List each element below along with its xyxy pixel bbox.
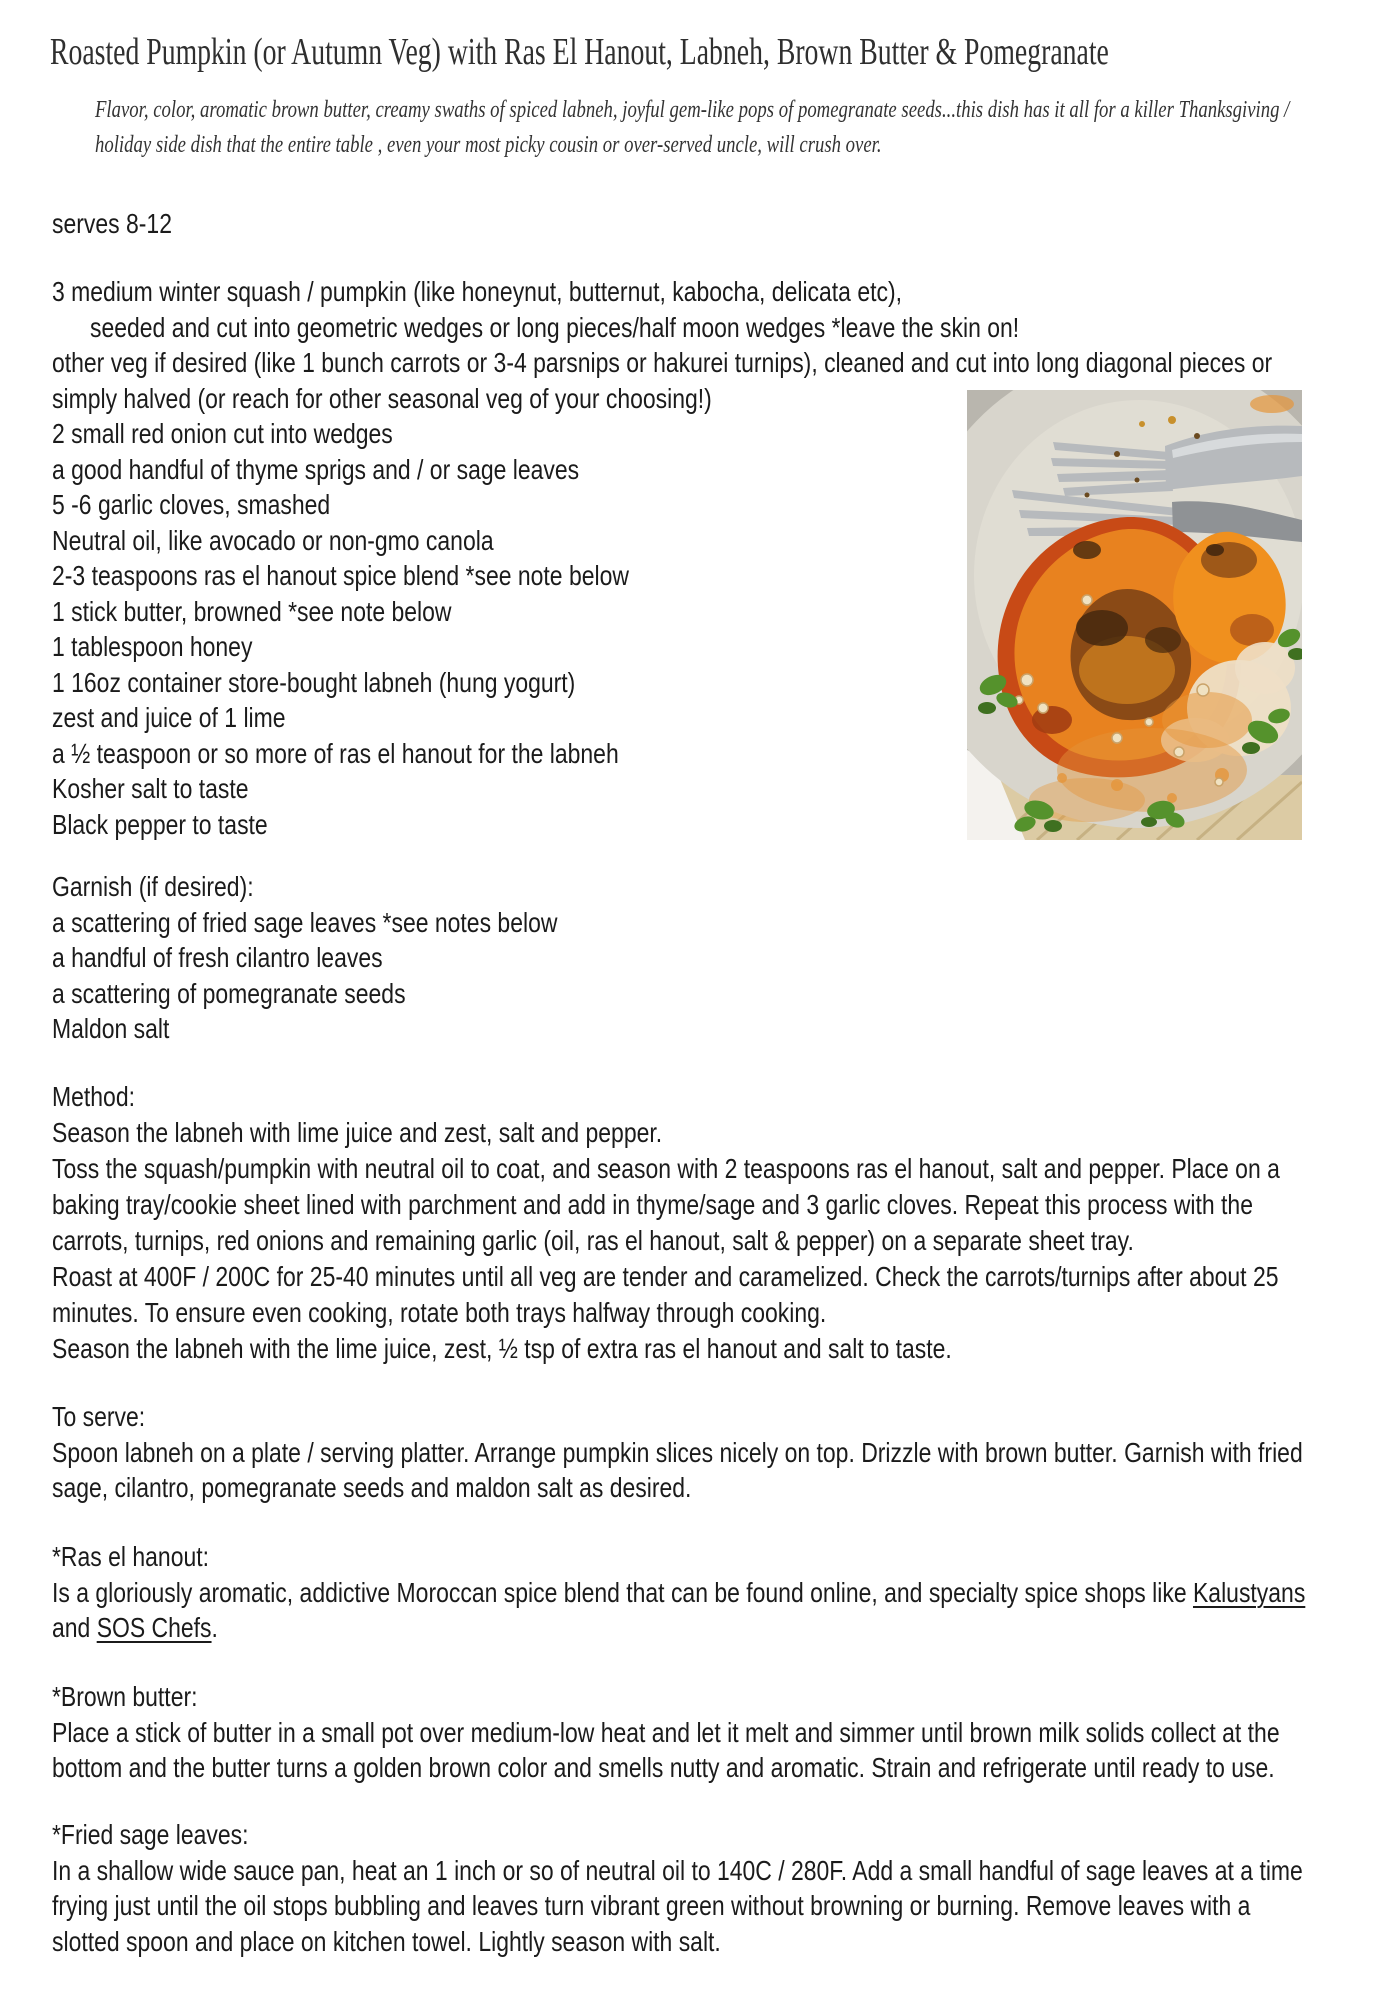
fried-sage-line: frying just until the oil stops bubbling and leaves turn vibrant green without browning or burning. Remove leaves with a [52, 1890, 1251, 1921]
recipe-title: Roasted Pumpkin (or Autumn Veg) with Ras El Hanout, Labneh, Brown Butter & Pomegranate [50, 31, 1109, 73]
to-serve-line: Spoon labneh on a plate / serving platter. Arrange pumpkin slices nicely on top. Drizzle with brown butter. Garnish with fried [52, 1436, 1303, 1468]
garnish-section [52, 869, 668, 1047]
method-heading: Method: [52, 1081, 135, 1112]
serves-section [52, 206, 198, 242]
fried-sage-line: In a shallow wide sauce pan, heat an 1 inch or so of neutral oil to 140C / 280F. Add a small handful of sage leaves at a time [52, 1854, 1303, 1886]
fried-sage-note-section [52, 1817, 1397, 1959]
ingredient-line: seeded and cut into geometric wedges or long pieces/half moon wedges *leave the skin on! [90, 311, 1020, 343]
ingredient-line: a good handful of thyme sprigs and / or sage leaves [52, 453, 580, 485]
garnish-line: a scattering of fried sage leaves *see notes below [52, 906, 558, 938]
method-line: carrots, turnips, red onions and remaining garlic (oil, ras el hanout, salt & pepper) on a separate sheet tray. [52, 1225, 1134, 1256]
description-line: Flavor, color, aromatic brown butter, creamy swaths of spiced labneh, joyful gem-like pops of pomegranate seeds...this dish has it all for a killer Thanksgiving / [95, 97, 1290, 123]
fried-sage-heading: *Fried sage leaves: [52, 1819, 249, 1850]
ras-el-hanout-line [52, 1575, 1305, 1611]
ingredient-line: other veg if desired (like 1 bunch carrots or 3-4 parsnips or hakurei turnips), cleaned and cut into long diagonal pieces or [52, 347, 1273, 378]
dish-photo [967, 390, 1302, 840]
note-text: Is a gloriously aromatic, addictive Moroccan spice blend that can be found online, and specialty spice shops like [52, 1576, 1193, 1608]
ingredient-line: simply halved (or reach for other seasonal veg of your choosing!) [52, 382, 712, 414]
method-section [52, 1079, 1397, 1367]
ingredient-line: a ½ teaspoon or so more of ras el hanout for the labneh [52, 737, 619, 769]
method-line: Roast at 400F / 200C for 25-40 minutes until all veg are tender and caramelized. Check the carrots/turnips after about 25 [52, 1261, 1279, 1292]
ingredient-line: Kosher salt to taste [52, 773, 249, 804]
to-serve-line: sage, cilantro, pomegranate seeds and maldon salt as desired. [52, 1472, 692, 1503]
method-line: Season the labneh with lime juice and zest, salt and pepper. [52, 1117, 663, 1148]
garnish-line: a scattering of pomegranate seeds [52, 977, 406, 1009]
method-line: baking tray/cookie sheet lined with parchment and add in thyme/sage and 3 garlic cloves. Repeat this process with the [52, 1189, 1253, 1220]
to-serve-heading: To serve: [52, 1401, 146, 1432]
fried-sage-line: slotted spoon and place on kitchen towel. Lightly season with salt. [52, 1925, 721, 1957]
ingredient-line: 1 16oz container store-bought labneh (hung yogurt) [52, 666, 576, 698]
method-line: minutes. To ensure even cooking, rotate both trays halfway through cooking. [52, 1297, 827, 1328]
kalustyans-link[interactable]: Kalustyans [1192, 1576, 1306, 1608]
recipe-description [95, 93, 1397, 163]
ingredient-line: 5 -6 garlic cloves, smashed [52, 489, 331, 520]
sos-chefs-link[interactable]: SOS Chefs [96, 1612, 212, 1643]
note-text: . [211, 1612, 218, 1643]
ingredient-line: 2 small red onion cut into wedges [52, 418, 393, 449]
brown-butter-line: bottom and the butter turns a golden brown color and smells nutty and aromatic. Strain and refrigerate until ready to use. [52, 1752, 1275, 1783]
ingredient-line: Black pepper to taste [52, 808, 268, 840]
garnish-line: a handful of fresh cilantro leaves [52, 942, 383, 973]
ingredient-line: zest and juice of 1 lime [52, 702, 286, 733]
serves-line: serves 8-12 [52, 208, 172, 239]
ras-el-hanout-line [52, 1610, 1305, 1646]
ras-el-hanout-heading: *Ras el hanout: [52, 1541, 210, 1572]
ingredient-line: 1 stick butter, browned *see note below [52, 595, 452, 627]
ingredient-line: 2-3 teaspoons ras el hanout spice blend *see note below [52, 560, 629, 591]
brown-butter-line: Place a stick of butter in a small pot over medium-low heat and let it melt and simmer until brown milk solids collect at the [52, 1716, 1280, 1748]
brown-butter-note-section [52, 1679, 1397, 1786]
ingredient-line: 3 medium winter squash / pumpkin (like honeynut, butternut, kabocha, delicata etc), [52, 276, 902, 307]
ingredient-line: 1 tablespoon honey [52, 631, 253, 662]
ras-el-hanout-note-section [52, 1539, 1397, 1646]
garnish-heading: Garnish (if desired): [52, 871, 254, 902]
garnish-line: Maldon salt [52, 1013, 170, 1044]
brown-butter-heading: *Brown butter: [52, 1681, 198, 1712]
method-line: Season the labneh with the lime juice, zest, ½ tsp of extra ras el hanout and salt to taste. [52, 1333, 952, 1364]
note-text: and [52, 1612, 97, 1643]
description-line: holiday side dish that the entire table , even your most picky cousin or over-served uncle, will crush over. [95, 132, 882, 158]
ingredient-line: Neutral oil, like avocado or non-gmo canola [52, 524, 494, 556]
method-line: Toss the squash/pumpkin with neutral oil to coat, and season with 2 teaspoons ras el hanout, salt and pepper. Place on a [52, 1153, 1280, 1184]
to-serve-section [52, 1399, 1397, 1506]
